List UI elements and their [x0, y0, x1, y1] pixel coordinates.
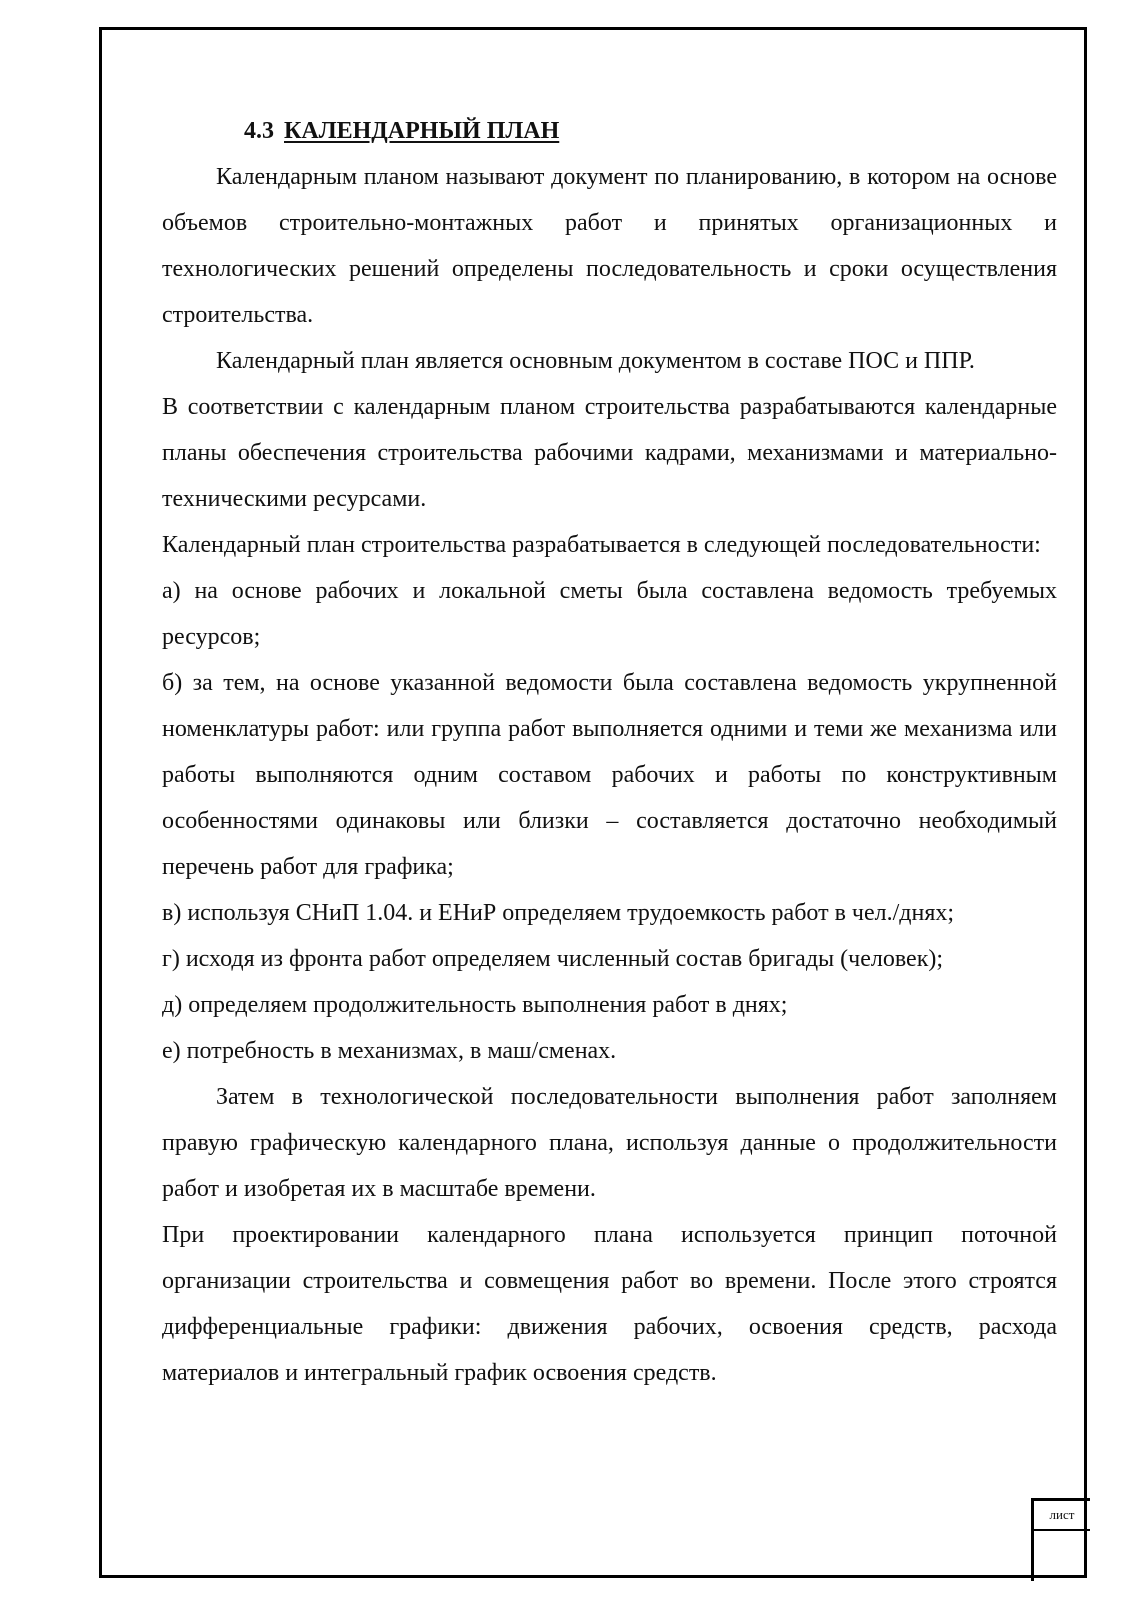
list-item-b: б) за тем, на основе указанной ведомости была составлена ведомость укрупненной номенклатуры работ: или группа работ выполняется одними и теми же механизма или работы выполняются одним составом рабочих и работы по конструктивным особенностями одинаковы или близки – составляется достаточно необходимый перечень работ для графика; [162, 670, 1057, 880]
list-item-d: д) определяем продолжительность выполнения работ в днях; [162, 992, 788, 1018]
paragraph-definition: Календарным планом называют документ по планированию, в котором на основе объемов строительно-монтажных работ и принятых организационных и технологических решений определены последовательность и сроки осуществления строительства. [162, 164, 1057, 328]
sheet-label: лист [1034, 1501, 1090, 1531]
paragraph-graphic-part: Затем в технологической последовательности выполнения работ заполняем правую графическую календарного плана, используя данные о продолжительности работ и изобретая их в масштабе времени. [162, 1084, 1057, 1202]
paragraph-related-plans: В соответствии с календарным планом строительства разрабатываются календарные планы обеспечения строительства рабочими кадрами, механизмами и материально-техническими ресурсами. [162, 394, 1057, 512]
list-item-a: а) на основе рабочих и локальной сметы была составлена ведомость требуемых ресурсов; [162, 578, 1057, 650]
section-title: КАЛЕНДАРНЫЙ ПЛАН [284, 118, 560, 144]
paragraph-design-principle: При проектировании календарного плана используется принцип поточной организации строительства и совмещения работ во времени. После этого строятся дифференциальные графики: движения рабочих, освоения средств, расхода материалов и интегральный график освоения средств. [162, 1222, 1057, 1386]
document-body [162, 108, 1057, 1396]
list-item-v: в) используя СНиП 1.04. и ЕНиР определяем трудоемкость работ в чел./днях; [162, 900, 955, 926]
paragraph-sequence-intro: Календарный план строительства разрабатывается в следующей последовательности: [162, 532, 1041, 558]
list-item-e: е) потребность в механизмах, в маш/сменах. [162, 1038, 617, 1064]
section-number: 4.3 [244, 118, 274, 144]
sheet-number-stamp [1031, 1498, 1090, 1581]
paragraph-main-document: Календарный план является основным документом в составе ПОС и ППР. [216, 348, 975, 374]
section-heading [244, 108, 1057, 154]
list-item-g: г) исходя из фронта работ определяем численный состав бригады (человек); [162, 946, 944, 972]
